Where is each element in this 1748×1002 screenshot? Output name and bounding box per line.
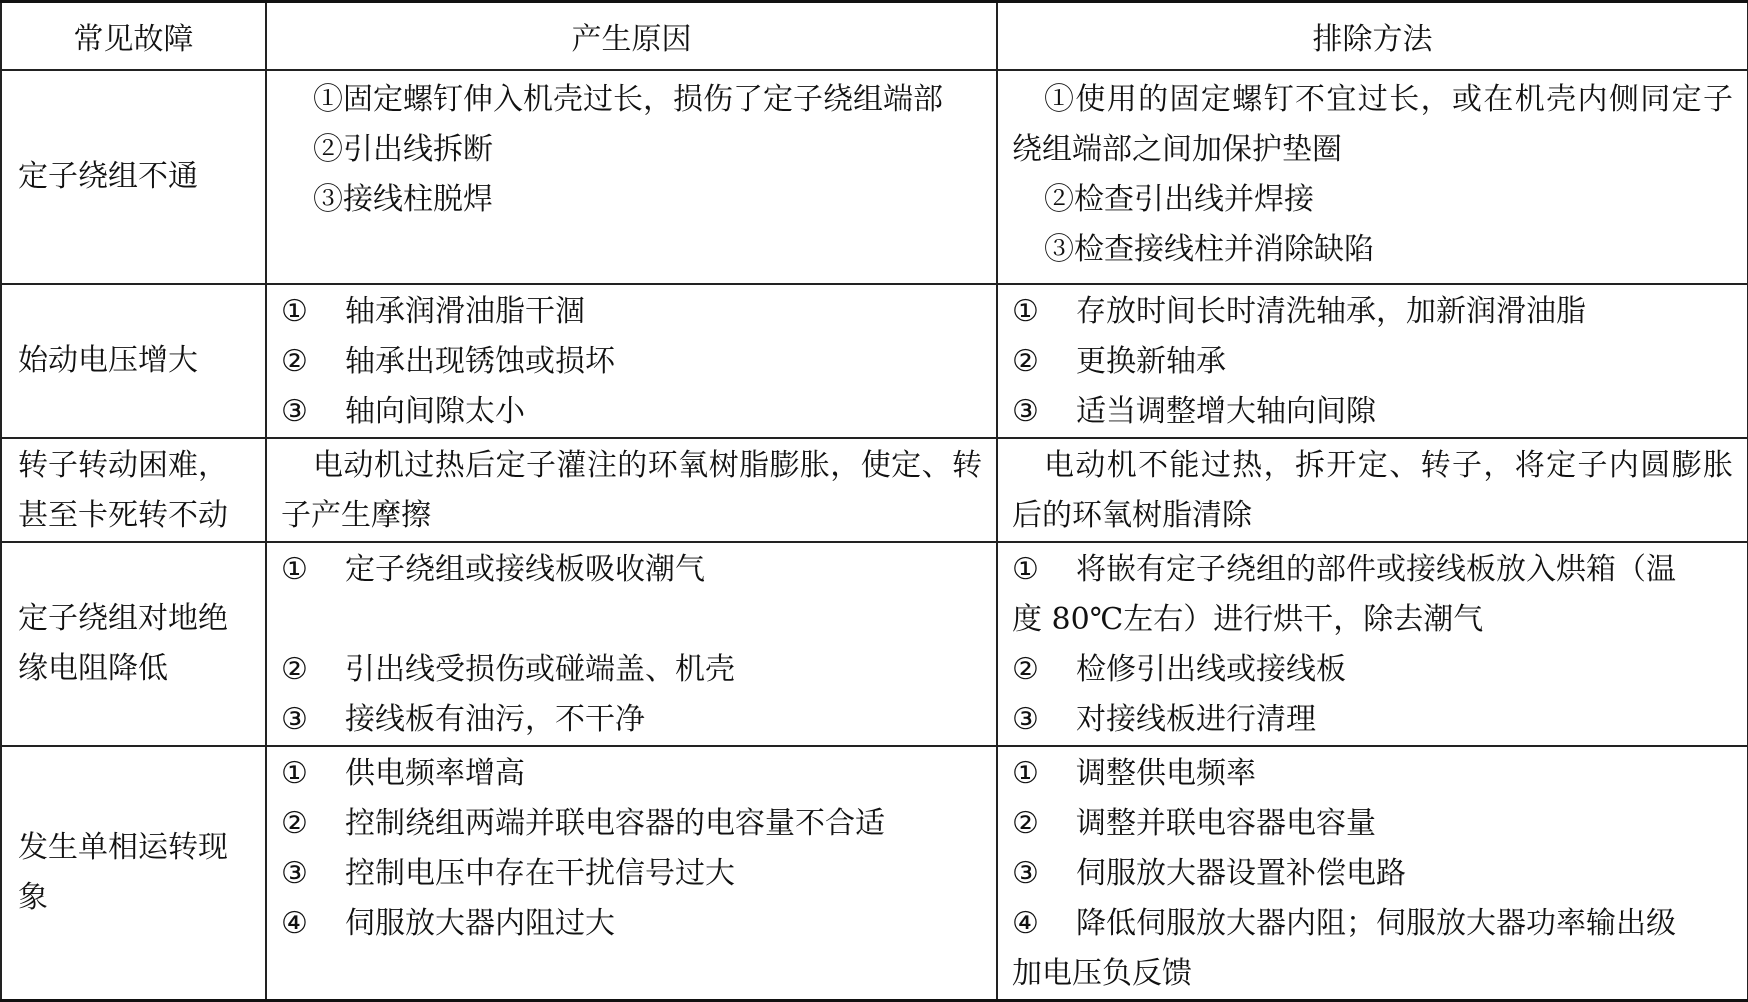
method-cell [997,438,1748,542]
cause-cell [266,542,997,746]
list-item: ③ 轴向间隙太小 [281,394,525,429]
method-text: ①使用的固定螺钉不宜过长，或在机壳内侧同定子绕组端部之间加保护垫圈 [1012,82,1733,167]
fault-text: 定子绕组对地绝 [18,601,228,636]
list-item: ③ 接线板有油污，不干净 [281,702,645,737]
list-item: ① 轴承润滑油脂干涸 [281,294,585,329]
list-item-continuation: 加电压负反馈 [1012,956,1192,991]
fault-text: 发生单相运转现 [18,830,228,865]
list-item: ② 控制绕组两端并联电容器的电容量不合适 [281,806,885,841]
list-item: ④ 伺服放大器内阻过大 [281,906,615,941]
cause-text: ②引出线拆断 [313,132,493,167]
list-item: ② 更换新轴承 [1012,344,1226,379]
list-item: ③ 对接线板进行清理 [1012,702,1316,737]
list-item: ① 调整供电频率 [1012,756,1256,791]
cause-text: 电动机过热后定子灌注的环氧树脂膨胀，使定、转子产生摩擦 [281,448,982,533]
list-item: ① 将嵌有定子绕组的部件或接线板放入烘箱（温 [1012,552,1676,587]
fault-cell [1,746,266,1001]
fault-text: 定子绕组不通 [18,159,198,194]
list-item: ④ 降低伺服放大器内阻；伺服放大器功率输出级 [1012,906,1676,941]
list-item: ② 引出线受损伤或碰端盖、机壳 [281,652,735,687]
fault-text: 甚至卡死转不动 [18,498,228,533]
cause-cell [266,746,997,1001]
list-item: ② 检修引出线或接线板 [1012,652,1346,687]
fault-text: 缘电阻降低 [18,651,168,686]
header-method: 排除方法 [997,2,1748,71]
list-item: ② 调整并联电容器电容量 [1012,806,1376,841]
fault-cell [1,284,266,438]
spacer [281,595,982,645]
table-row [1,746,1748,1001]
list-item: ③ 伺服放大器设置补偿电路 [1012,856,1406,891]
method-text: 电动机不能过热，拆开定、转子，将定子内圆膨胀后的环氧树脂清除 [1012,448,1733,533]
method-cell [997,542,1748,746]
header-row [1,2,1748,71]
cause-text: ③接线柱脱焊 [313,182,493,217]
cause-text: ①固定螺钉伸入机壳过长，损伤了定子绕组端部 [313,82,943,117]
method-cell [997,284,1748,438]
method-cell [997,746,1748,1001]
fault-cell [1,542,266,746]
list-item: ③ 适当调整增大轴向间隙 [1012,394,1376,429]
fault-text: 转子转动困难， [18,448,228,483]
table-row [1,438,1748,542]
list-item: ① 存放时间长时清洗轴承，加新润滑油脂 [1012,294,1586,329]
fault-cell [1,438,266,542]
fault-cell [1,70,266,284]
header-cause: 产生原因 [266,2,997,71]
cause-cell [266,284,997,438]
method-cell [997,70,1748,284]
cause-cell [266,70,997,284]
fault-text: 象 [18,880,48,915]
method-text: ②检查引出线并焊接 [1044,182,1314,217]
cause-cell [266,438,997,542]
table-row [1,284,1748,438]
header-fault: 常见故障 [1,2,266,71]
list-item: ① 定子绕组或接线板吸收潮气 [281,552,705,587]
fault-text: 始动电压增大 [18,343,198,378]
table-row [1,70,1748,284]
method-text: ③检查接线柱并消除缺陷 [1044,232,1374,267]
list-item: ① 供电频率增高 [281,756,525,791]
table-row [1,542,1748,746]
list-item-continuation: 度 80℃左右）进行烘干，除去潮气 [1012,602,1484,637]
list-item: ③ 控制电压中存在干扰信号过大 [281,856,735,891]
list-item: ② 轴承出现锈蚀或损坏 [281,344,615,379]
